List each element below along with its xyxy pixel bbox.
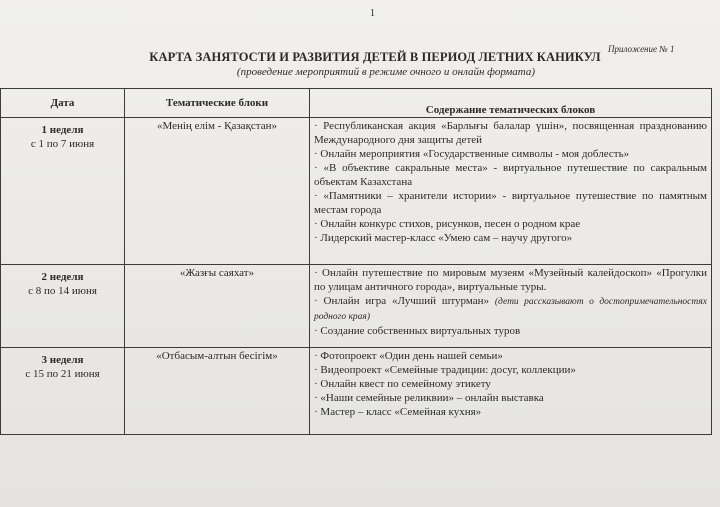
list-item: · Фотопроект «Один день нашей семьи» — [314, 349, 707, 363]
list-item: · Онлайн путешествие по мировым музеям «Музейный калейдоскоп» «Прогулки по улицам античного города», виртуальные туры. — [314, 266, 707, 294]
header-date: Дата — [1, 89, 125, 118]
date-range: с 15 по 21 июня — [25, 368, 100, 380]
block-cell: «Отбасым-алтын бесігім» — [125, 348, 310, 435]
block-cell: «Менің елім - Қазақстан» — [125, 118, 310, 265]
list-item: · «Наши семейные реликвии» – онлайн выставка — [314, 391, 707, 405]
activity-list — [314, 119, 707, 245]
list-item: · «В объективе сакральные места» - виртуальное путешествие по сакральным объектам Казахстана — [314, 161, 707, 189]
list-item: · Создание собственных виртуальных туров — [314, 324, 707, 338]
week-label: 2 неделя — [41, 271, 84, 283]
page-number: 1 — [370, 8, 375, 19]
week-label: 1 неделя — [41, 124, 84, 136]
content-cell — [310, 348, 712, 435]
list-item: · Онлайн мероприятия «Государственные символы - моя доблесть» — [314, 147, 707, 161]
week-label: 3 неделя — [41, 354, 84, 366]
date-cell — [1, 118, 125, 265]
content-cell — [310, 118, 712, 265]
document-title: КАРТА ЗАНЯТОСТИ И РАЗВИТИЯ ДЕТЕЙ В ПЕРИОД ЛЕТНИХ КАНИКУЛ — [149, 50, 601, 64]
list-item: · Видеопроект «Семейные традиции: досуг, коллекции» — [314, 363, 707, 377]
list-item: · Лидерский мастер-класс «Умею сам – научу другого» — [314, 231, 707, 245]
table-row — [1, 265, 712, 348]
list-item-text: Онлайн игра «Лучший штурман» — [323, 295, 490, 307]
table-row — [1, 348, 712, 435]
header-content: Содержание тематических блоков — [310, 89, 712, 118]
schedule-table — [0, 88, 712, 435]
list-item: · Онлайн конкурс стихов, рисунков, песен о родном крае — [314, 217, 707, 231]
appendix-label: Приложение № 1 — [608, 44, 675, 54]
date-cell — [1, 265, 125, 348]
block-cell: «Жазғы саяхат» — [125, 265, 310, 348]
date-range: с 8 по 14 июня — [28, 285, 97, 297]
date-range: с 1 по 7 июня — [30, 138, 95, 150]
list-item: · Мастер – класс «Семейная кухня» — [314, 405, 707, 419]
table-header-row — [1, 89, 712, 118]
list-item: · Онлайн квест по семейному этикету — [314, 377, 707, 391]
list-item — [314, 294, 707, 324]
header-blocks: Тематические блоки — [125, 89, 310, 118]
activity-list — [314, 349, 707, 419]
item-note: (дети рассказывают о достопримечательностях родного края) — [314, 297, 707, 322]
content-cell — [310, 265, 712, 348]
document-subtitle: (проведение мероприятий в режиме очного и онлайн формата) — [236, 66, 536, 78]
activity-list — [314, 266, 707, 338]
list-item: · Республиканская акция «Барлығы балалар үшін», посвященная празднованию Международного дня защиты детей — [314, 119, 707, 147]
table-row — [1, 118, 712, 265]
list-item: · «Памятники – хранители истории» - виртуальное путешествие по памятным местам города — [314, 189, 707, 217]
date-cell — [1, 348, 125, 435]
